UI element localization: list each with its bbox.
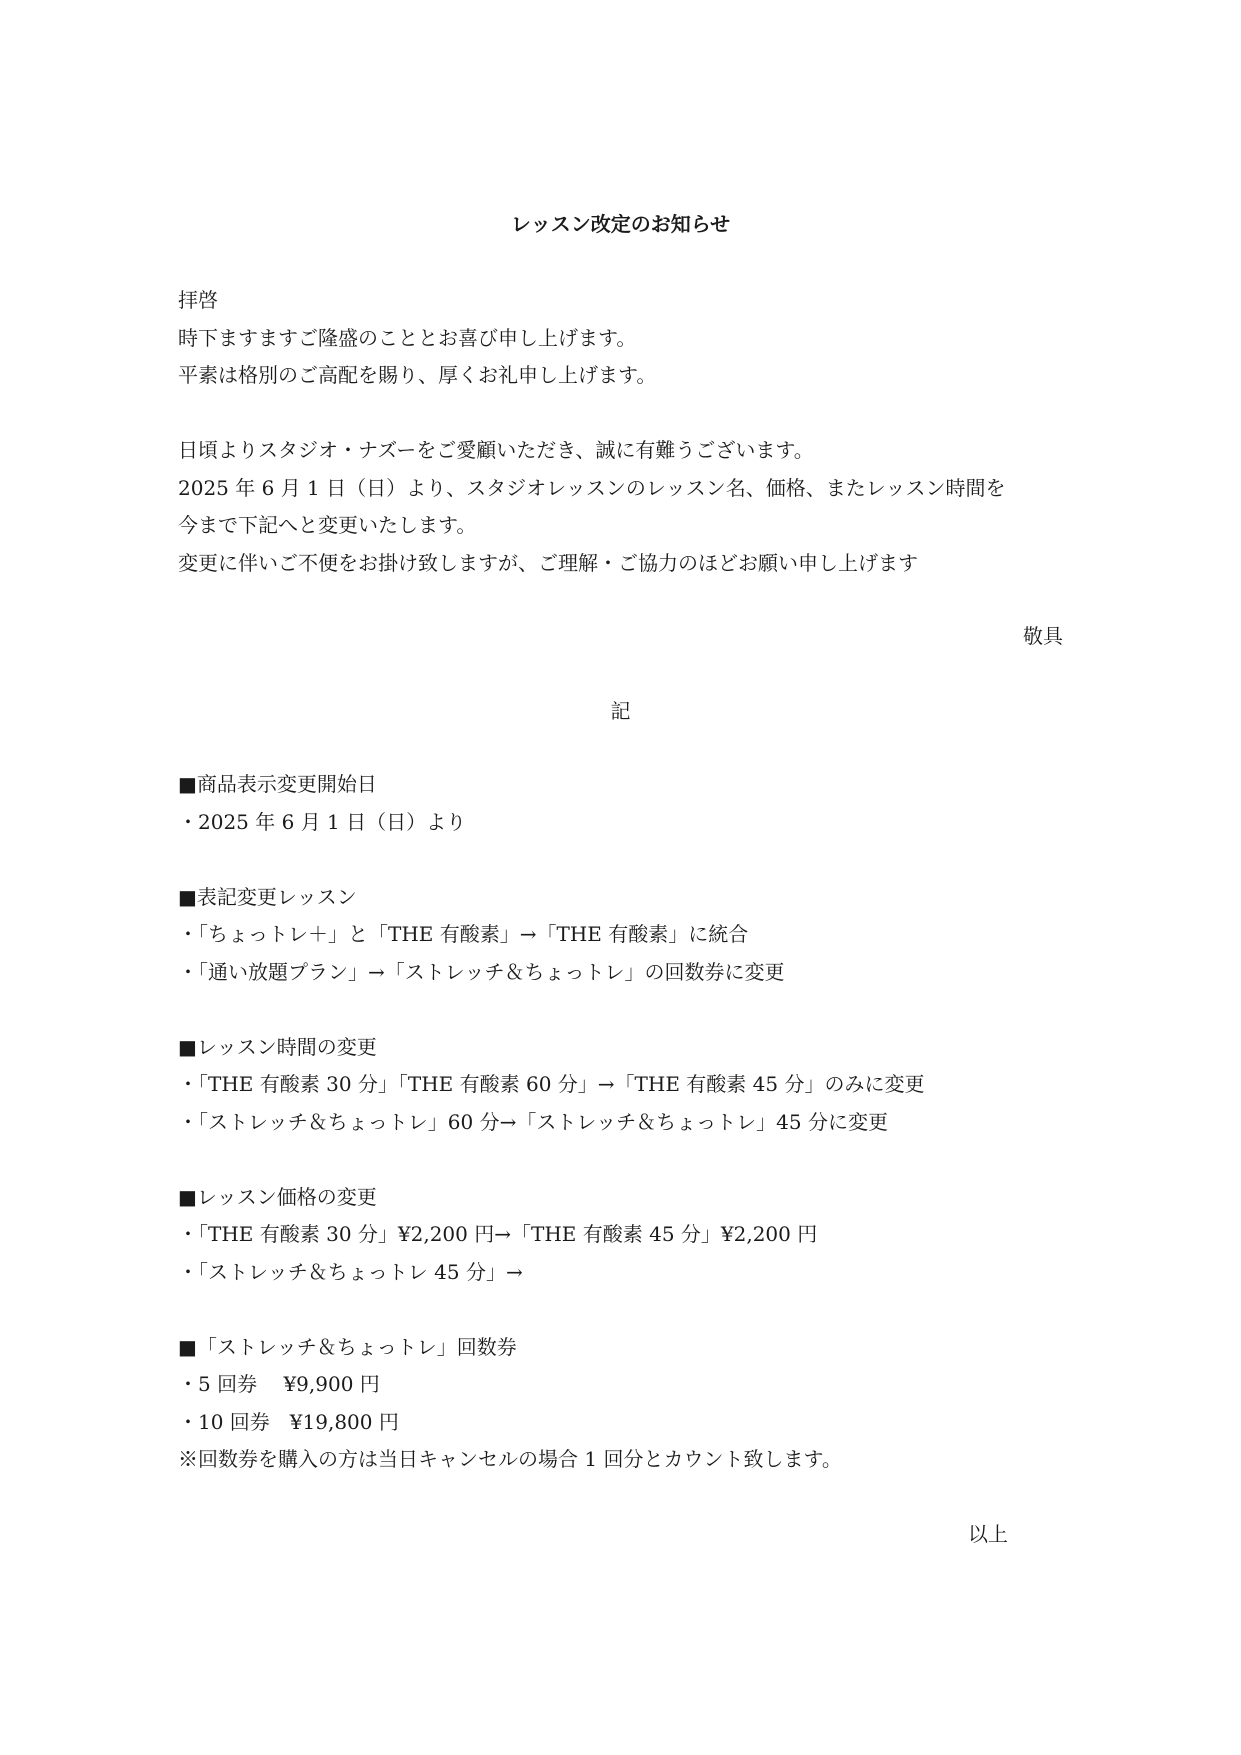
closing-ijou: 以上: [968, 1522, 1008, 1546]
section-item: ・5 回券 ¥9,900 円: [178, 1372, 380, 1396]
section-item: ・「ちょっトレ＋」と「THE 有酸素」→「THE 有酸素」に統合: [178, 922, 749, 946]
section-heading: ■レッスン時間の変更: [178, 1034, 377, 1059]
section-heading: ■表記変更レッスン: [178, 884, 357, 909]
greeting-line: 平素は格別のご高配を賜り、厚くお礼申し上げます。: [178, 363, 657, 387]
section-heading: ■「ストレッチ＆ちょっトレ」回数券: [178, 1334, 517, 1359]
document-title: レッスン改定のお知らせ: [510, 212, 731, 236]
section-heading: ■商品表示変更開始日: [178, 772, 377, 796]
body-line: 日頃よりスタジオ・ナズーをご愛顧いただき、誠に有難うございます。: [178, 438, 814, 462]
greeting-line: 時下ますますご隆盛のこととお喜び申し上げます。: [178, 325, 637, 350]
greeting-opening: 拝啓: [178, 288, 218, 312]
sections-block: [178, 766, 1068, 1479]
section-item: ・「通い放題プラン」→「ストレッチ＆ちょっトレ」の回数券に変更: [178, 959, 785, 984]
section-item: ・2025 年 6 月 1 日（日）より: [178, 809, 467, 834]
ki-marker: 記: [610, 699, 631, 723]
body-line: 変更に伴いご不便をお掛け致しますが、ご理解・ご協力のほどお願い申し上げます: [178, 550, 918, 575]
body-line: 今まで下記へと変更いたします。: [178, 513, 477, 537]
body-line: 2025 年 6 月 1 日（日）より、スタジオレッスンのレッスン名、価格、またレッスン時間を: [178, 475, 1006, 500]
section-note: ※回数券を購入の方は当日キャンセルの場合 1 回分とカウント致します。: [178, 1447, 842, 1471]
section-item: ・10 回券 ¥19,800 円: [178, 1409, 399, 1434]
section-item: ・「THE 有酸素 30 分」¥2,200 円→「THE 有酸素 45 分」¥2,200 円: [178, 1222, 818, 1246]
section-heading: ■レッスン価格の変更: [178, 1184, 377, 1209]
section-item: ・「THE 有酸素 30 分」「THE 有酸素 60 分」→「THE 有酸素 45 分」のみに変更: [178, 1072, 925, 1096]
section-item: ・「ストレッチ＆ちょっトレ」60 分→「ストレッチ＆ちょっトレ」45 分に変更: [178, 1109, 888, 1134]
section-item: ・「ストレッチ＆ちょっトレ 45 分」→: [178, 1259, 523, 1284]
greeting-block: [178, 282, 1068, 582]
closing-keigu: 敬具: [1023, 624, 1063, 648]
